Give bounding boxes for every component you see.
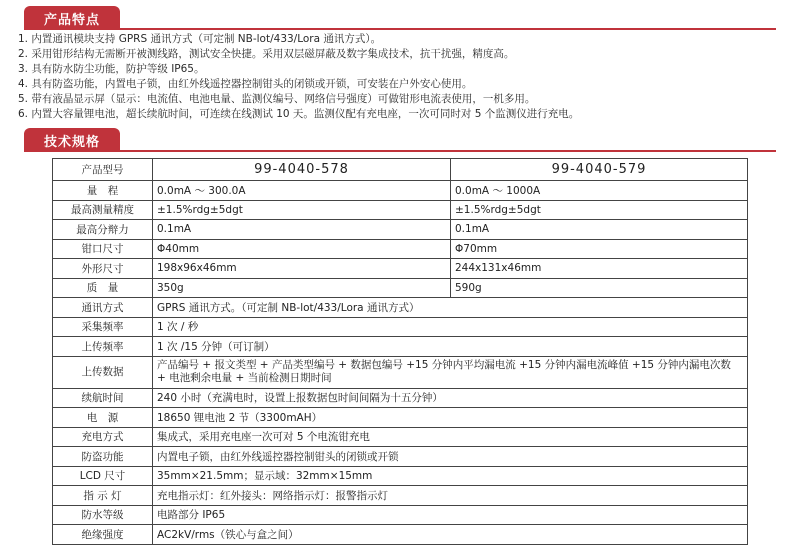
value-b-cell: Φ70mm xyxy=(451,239,748,259)
specs-section-header xyxy=(0,128,800,152)
value-cell: 1 次 /15 分钟（可订制） xyxy=(153,337,748,357)
row-label: 钳口尺寸 xyxy=(53,239,153,259)
row-label: 电 源 xyxy=(53,408,153,428)
value-b-cell: 0.1mA xyxy=(451,220,748,240)
value-cell: 电路部分 IP65 xyxy=(153,505,748,525)
value-cell: AC2kV/rms（铁心与盒之间） xyxy=(153,525,748,545)
table-row xyxy=(53,447,748,467)
model-a-cell: 99-4040-578 xyxy=(153,159,451,181)
table-row xyxy=(53,486,748,506)
value-b-cell: ±1.5%rdg±5dgt xyxy=(451,200,748,220)
value-a-cell: 198x96x46mm xyxy=(153,259,451,279)
value-a-cell: 0.1mA xyxy=(153,220,451,240)
row-label: 通讯方式 xyxy=(53,298,153,318)
value-cell: 1 次 / 秒 xyxy=(153,317,748,337)
row-label: 防水等级 xyxy=(53,505,153,525)
feature-item: 6. 内置大容量锂电池，超长续航时间，可连续在线测试 10 天。监测仪配有充电座，一次可同时对 5 个监测仪进行充电。 xyxy=(18,108,580,120)
row-label: 绝缘强度 xyxy=(53,525,153,545)
table-row xyxy=(53,181,748,201)
row-label: 最高测量精度 xyxy=(53,200,153,220)
value-cell: 240 小时（充满电时，设置上报数据包时间间隔为十五分钟） xyxy=(153,388,748,408)
value-a-cell: 0.0mA ～ 300.0A xyxy=(153,181,451,201)
table-row xyxy=(53,298,748,318)
value-cell: 内置电子锁，由红外线遥控器控制钳头的闭锁或开锁 xyxy=(153,447,748,467)
row-label: 防盗功能 xyxy=(53,447,153,467)
table-row xyxy=(53,466,748,486)
row-label: LCD 尺寸 xyxy=(53,466,153,486)
model-b-cell: 99-4040-579 xyxy=(451,159,748,181)
row-label: 续航时间 xyxy=(53,388,153,408)
value-a-cell: Φ40mm xyxy=(153,239,451,259)
value-a-cell: 350g xyxy=(153,278,451,298)
value-a-cell: ±1.5%rdg±5dgt xyxy=(153,200,451,220)
value-b-cell: 0.0mA ～ 1000A xyxy=(451,181,748,201)
row-label: 产品型号 xyxy=(53,159,153,181)
specs-divider xyxy=(24,150,776,152)
value-cell: 产品编号 + 报文类型 + 产品类型编号 + 数据包编号 +15 分钟内平均漏电流 +15 分钟内漏电流峰值 +15 分钟内漏电次数 + 电池剩余电量 + 当前检测日期时间 xyxy=(153,356,748,388)
table-row xyxy=(53,278,748,298)
feature-item: 5. 带有液晶显示屏（显示：电流值、电池电量、监测仪编号、网络信号强度）可做钳形电流表使用，一机多用。 xyxy=(18,93,536,105)
table-row xyxy=(53,408,748,428)
table-row xyxy=(53,505,748,525)
feature-item: 3. 具有防水防尘功能，防护等级 IP65。 xyxy=(18,63,205,75)
row-label: 充电方式 xyxy=(53,427,153,447)
feature-item: 2. 采用钳形结构无需断开被测线路，测试安全快捷。采用双层磁屏蔽及数字集成技术，抗干扰强，精度高。 xyxy=(18,48,515,60)
row-label: 上传频率 xyxy=(53,337,153,357)
value-cell: GPRS 通讯方式。（可定制 NB-lot/433/Lora 通讯方式） xyxy=(153,298,748,318)
table-row xyxy=(53,525,748,545)
features-section-header xyxy=(0,6,800,30)
row-label: 外形尺寸 xyxy=(53,259,153,279)
table-row xyxy=(53,259,748,279)
row-label: 采集频率 xyxy=(53,317,153,337)
table-row xyxy=(53,337,748,357)
value-b-cell: 590g xyxy=(451,278,748,298)
row-label: 指 示 灯 xyxy=(53,486,153,506)
features-title: 产品特点 xyxy=(24,6,120,30)
features-list xyxy=(18,32,788,122)
row-label: 上传数据 xyxy=(53,356,153,388)
value-cell: 18650 锂电池 2 节（3300mAH） xyxy=(153,408,748,428)
feature-item: 4. 具有防盗功能，内置电子锁，由红外线遥控器控制钳头的闭锁或开锁，可安装在户外安心使用。 xyxy=(18,78,473,90)
value-cell: 充电指示灯：红外接头：网络指示灯：报警指示灯 xyxy=(153,486,748,506)
table-row xyxy=(53,388,748,408)
value-cell: 集成式，采用充电座一次可对 5 个电流钳充电 xyxy=(153,427,748,447)
table-row xyxy=(53,200,748,220)
value-cell: 35mm×21.5mm；显示域：32mm×15mm xyxy=(153,466,748,486)
table-row xyxy=(53,239,748,259)
row-label: 量 程 xyxy=(53,181,153,201)
table-row xyxy=(53,317,748,337)
row-label: 质 量 xyxy=(53,278,153,298)
table-row xyxy=(53,220,748,240)
table-row-model xyxy=(53,159,748,181)
feature-item: 1. 内置通讯模块支持 GPRS 通讯方式（可定制 NB-lot/433/Lora 通讯方式）。 xyxy=(18,33,382,45)
table-row xyxy=(53,356,748,388)
features-divider xyxy=(24,28,776,30)
specs-title: 技术规格 xyxy=(24,128,120,152)
specs-table xyxy=(52,158,748,545)
value-b-cell: 244x131x46mm xyxy=(451,259,748,279)
table-row xyxy=(53,427,748,447)
row-label: 最高分辩力 xyxy=(53,220,153,240)
